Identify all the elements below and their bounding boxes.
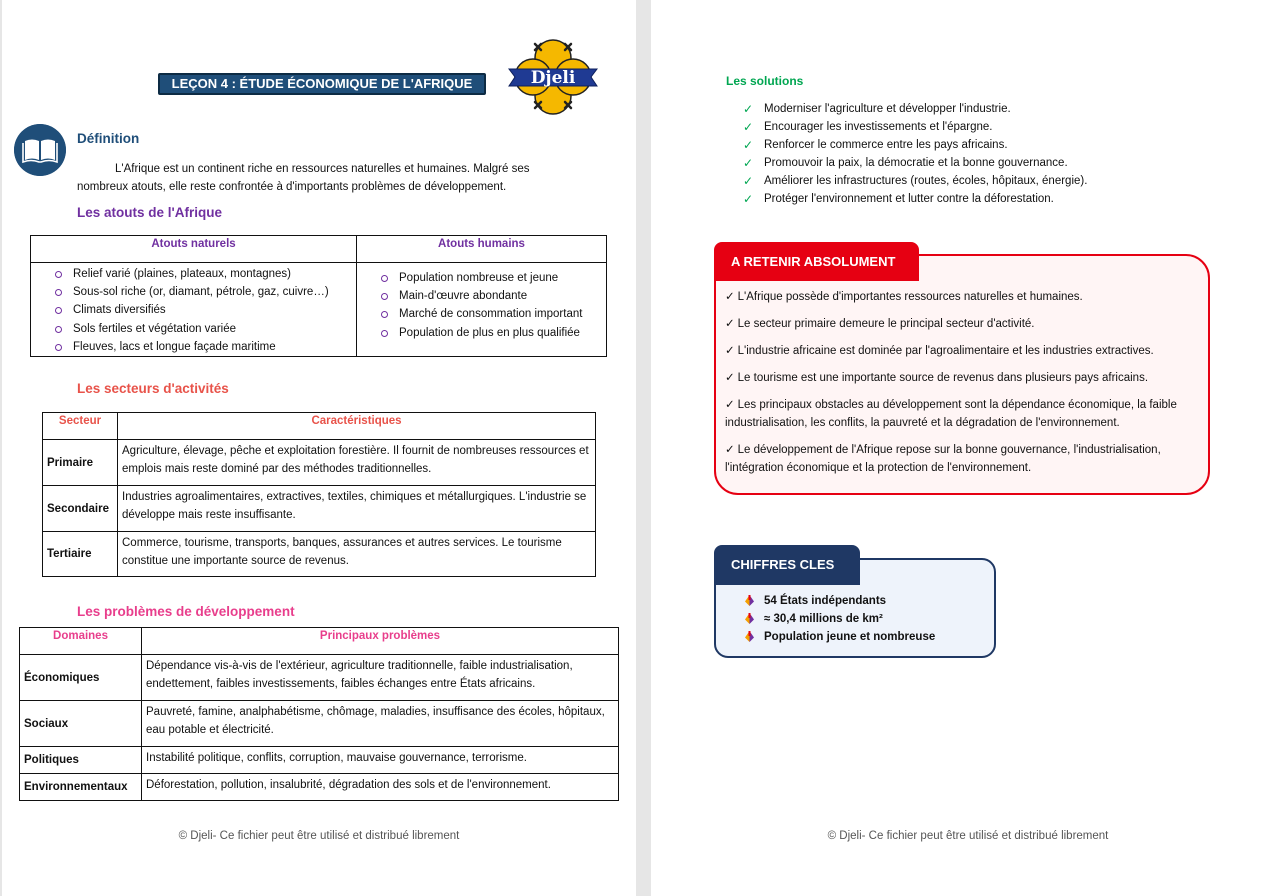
list-item xyxy=(31,338,356,356)
row-text: Industries agroalimentaires, extractives, textiles, chimiques et métallurgiques. L'industrie se développe mais reste insuffisante. xyxy=(118,486,596,532)
open-book-icon xyxy=(14,124,66,176)
list-item-text: Sols fertiles et végétation variée xyxy=(73,322,237,335)
solutions-list xyxy=(743,100,1087,208)
atouts-naturels-list xyxy=(31,265,356,356)
list-item xyxy=(743,154,1087,172)
checkmark-icon: ✓ xyxy=(725,291,735,303)
row-label: Sociaux xyxy=(20,701,142,747)
list-item xyxy=(725,396,1203,432)
list-item xyxy=(725,369,1203,387)
checkmark-icon: ✓ xyxy=(725,399,735,411)
list-item xyxy=(31,301,356,319)
checkmark-icon: ✓ xyxy=(743,192,754,206)
list-item-text: Marché de consommation important xyxy=(399,308,583,321)
table-row xyxy=(43,486,596,532)
list-item-text: Le secteur primaire demeure le principal secteur d'activité. xyxy=(737,318,1035,330)
atouts-naturels-cell xyxy=(31,263,357,357)
row-text: Déforestation, pollution, insalubrité, dégradation des sols et de l'environnement. xyxy=(142,774,619,801)
row-label: Tertiaire xyxy=(43,532,118,577)
logo-text: Djeli xyxy=(530,68,576,88)
table-header: Secteur xyxy=(43,413,118,440)
checkmark-icon: ✓ xyxy=(743,174,754,188)
table-row xyxy=(43,440,596,486)
checkmark-icon: ✓ xyxy=(743,138,754,152)
row-label: Secondaire xyxy=(43,486,118,532)
list-item-text: ≈ 30,4 millions de km² xyxy=(764,613,883,625)
table-row xyxy=(20,774,619,801)
list-item xyxy=(744,592,935,610)
list-item-text: Promouvoir la paix, la démocratie et la bonne gouvernance. xyxy=(764,157,1068,169)
table-header: Principaux problèmes xyxy=(142,628,619,655)
list-item xyxy=(743,190,1087,208)
list-item xyxy=(357,269,606,287)
table-header: Caractéristiques xyxy=(118,413,596,440)
problemes-title: Les problèmes de développement xyxy=(77,604,295,619)
list-item xyxy=(743,100,1087,118)
arrow-down-icon xyxy=(744,595,755,606)
checkmark-icon: ✓ xyxy=(725,318,735,330)
row-label: Environnementaux xyxy=(20,774,142,801)
list-item xyxy=(31,265,356,283)
list-item-text: Relief varié (plaines, plateaux, montagnes) xyxy=(73,268,291,280)
checkmark-icon: ✓ xyxy=(743,156,754,170)
retenir-title: A RETENIR ABSOLUMENT xyxy=(714,242,919,281)
list-item-text: Sous-sol riche (or, diamant, pétrole, gaz, cuivre…) xyxy=(73,286,329,299)
secteurs-table xyxy=(42,412,596,577)
list-item-text: L'industrie africaine est dominée par l'agroalimentaire et les industries extractives. xyxy=(737,345,1154,357)
definition-title: Définition xyxy=(77,131,140,146)
checkmark-icon: ✓ xyxy=(725,345,735,357)
table-row xyxy=(43,532,596,577)
list-item-text: 54 États indépendants xyxy=(764,595,887,607)
list-item xyxy=(357,305,606,323)
list-item xyxy=(31,320,356,338)
row-text: Pauvreté, famine, analphabétisme, chômage, maladies, insuffisance des écoles, hôpitaux, eau potable et électricité. xyxy=(142,701,619,747)
definition-text: L'Afrique est un continent riche en ressources naturelles et humaines. Malgré ses nombreux atouts, elle reste confrontée à d'importants problèmes de développement. xyxy=(77,163,530,193)
table-row xyxy=(20,655,619,701)
list-item-text: L'Afrique possède d'importantes ressources naturelles et humaines. xyxy=(737,291,1083,303)
table-header: Domaines xyxy=(20,628,142,655)
list-item xyxy=(725,441,1203,477)
list-item-text: Renforcer le commerce entre les pays africains. xyxy=(764,139,1008,151)
list-item-text: Le tourisme est une importante source de revenus dans plusieurs pays africains. xyxy=(737,372,1149,384)
list-item xyxy=(725,315,1203,333)
document-page-2 xyxy=(651,0,1275,896)
chiffres-list xyxy=(744,592,935,646)
list-item-text: Le développement de l'Afrique repose sur la bonne gouvernance, l'industrialisation, l'intégration économique et la protection de l'environnement. xyxy=(725,444,1161,474)
checkmark-icon: ✓ xyxy=(743,120,754,134)
document-page-1 xyxy=(2,0,636,896)
arrow-down-icon xyxy=(744,631,755,642)
list-item xyxy=(357,287,606,305)
row-text: Agriculture, élevage, pêche et exploitation forestière. Il fournit de nombreuses ressources et emplois mais reste dominé par des méthodes traditionnelles. xyxy=(118,440,596,486)
list-item xyxy=(744,610,935,628)
arrow-down-icon xyxy=(744,613,755,624)
retenir-list xyxy=(725,288,1203,486)
list-item-text: Population de plus en plus qualifiée xyxy=(399,326,580,339)
checkmark-icon: ✓ xyxy=(725,444,735,456)
list-item-text: Les principaux obstacles au développement sont la dépendance économique, la faible industrialisation, les conflits, la pauvreté et la dégradation de l'environnement. xyxy=(725,399,1177,429)
atouts-title: Les atouts de l'Afrique xyxy=(77,205,222,220)
list-item xyxy=(744,628,935,646)
page-footer: © Djeli- Ce fichier peut être utilisé et distribué librement xyxy=(827,830,1109,842)
lesson-title: LEÇON 4 : ÉTUDE ÉCONOMIQUE DE L'AFRIQUE xyxy=(158,73,486,95)
list-item xyxy=(743,172,1087,190)
atouts-humains-cell xyxy=(357,263,607,357)
chiffres-title: CHIFFRES CLES xyxy=(714,545,860,585)
page-footer: © Djeli- Ce fichier peut être utilisé et distribué librement xyxy=(178,830,460,842)
list-item-text: Améliorer les infrastructures (routes, écoles, hôpitaux, énergie). xyxy=(764,175,1088,187)
table-row xyxy=(20,747,619,774)
list-item-text: Climats diversifiés xyxy=(73,304,166,317)
table-row xyxy=(20,701,619,747)
list-item xyxy=(725,342,1203,360)
list-item-text: Moderniser l'agriculture et développer l'industrie. xyxy=(764,103,1011,115)
problemes-table xyxy=(19,627,619,801)
checkmark-icon: ✓ xyxy=(725,372,735,384)
list-item-text: Main-d'œuvre abondante xyxy=(399,290,528,303)
table-header: Atouts naturels xyxy=(31,236,357,263)
table-header: Atouts humains xyxy=(357,236,607,263)
list-item-text: Population jeune et nombreuse xyxy=(764,631,936,643)
atouts-table xyxy=(30,235,607,357)
list-item xyxy=(725,288,1203,306)
secteurs-title: Les secteurs d'activités xyxy=(77,381,229,396)
solutions-title: Les solutions xyxy=(726,74,804,88)
list-item xyxy=(357,324,606,342)
list-item xyxy=(31,283,356,301)
atouts-humains-list xyxy=(357,269,606,342)
list-item-text: Encourager les investissements et l'épargne. xyxy=(764,121,993,133)
row-label: Politiques xyxy=(20,747,142,774)
list-item xyxy=(743,118,1087,136)
list-item xyxy=(743,136,1087,154)
row-text: Instabilité politique, conflits, corruption, mauvaise gouvernance, terrorisme. xyxy=(142,747,619,774)
row-text: Commerce, tourisme, transports, banques, assurances et autres services. Le tourisme constitue une importante source de revenus. xyxy=(118,532,596,577)
list-item-text: Fleuves, lacs et longue façade maritime xyxy=(73,340,276,353)
djeli-logo xyxy=(505,36,601,118)
row-text: Dépendance vis-à-vis de l'extérieur, agriculture traditionnelle, faible industrialisation, endettement, faibles investissements, faibles échanges entre États africains. xyxy=(142,655,619,701)
row-label: Primaire xyxy=(43,440,118,486)
list-item-text: Protéger l'environnement et lutter contre la déforestation. xyxy=(764,193,1054,205)
list-item-text: Population nombreuse et jeune xyxy=(399,272,559,284)
checkmark-icon: ✓ xyxy=(743,102,754,116)
row-label: Économiques xyxy=(20,655,142,701)
